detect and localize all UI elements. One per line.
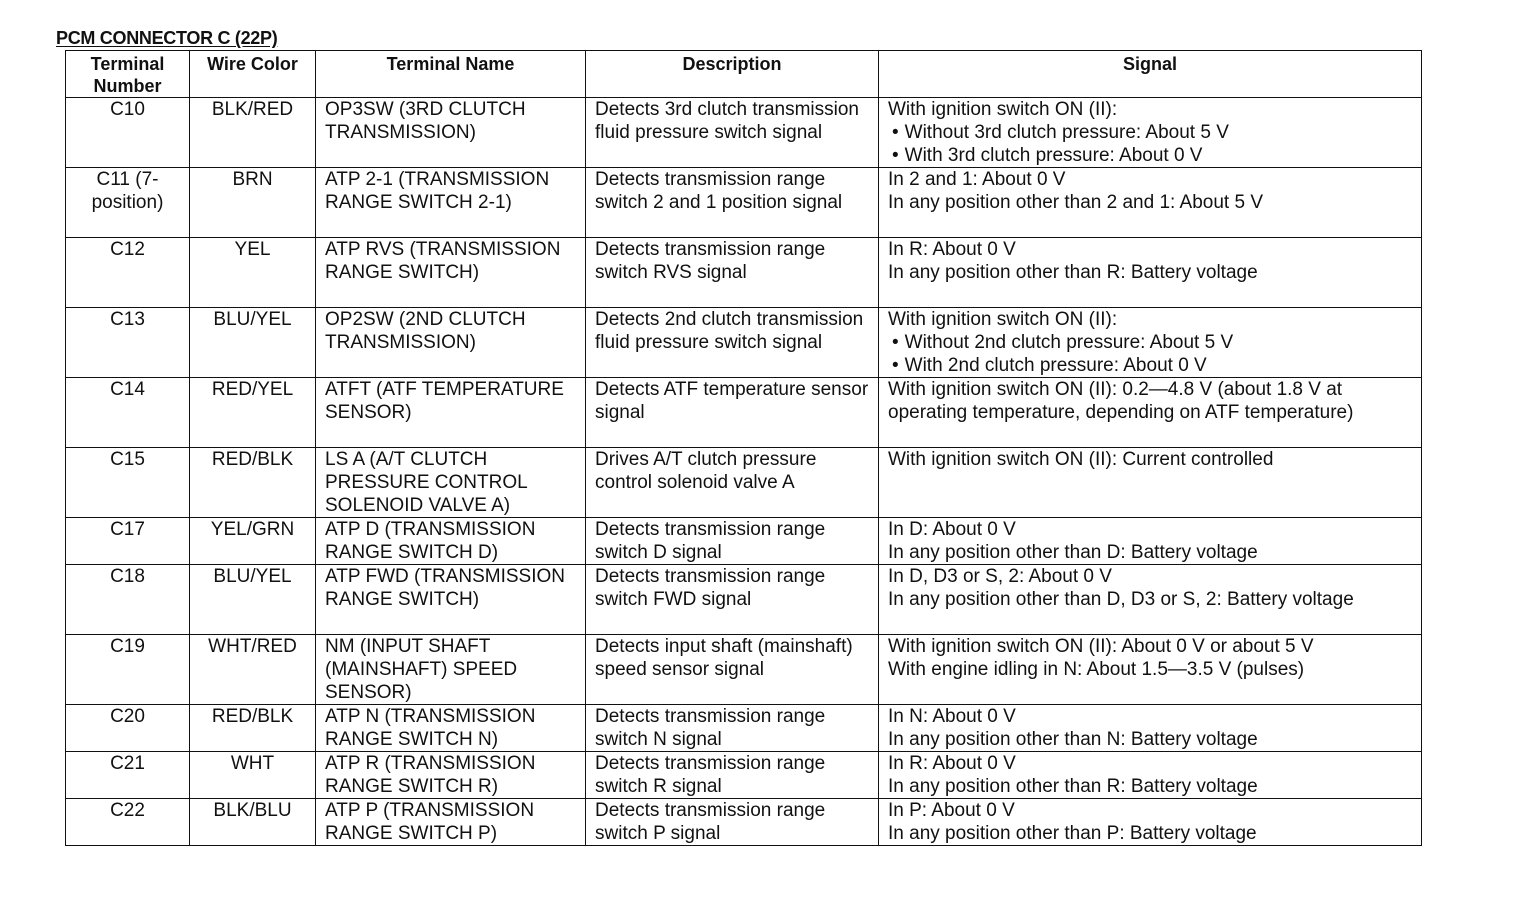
wire-color-cell: BLU/YEL xyxy=(190,565,316,635)
terminal-number-cell: C10 xyxy=(66,98,190,168)
terminal-number-cell: C14 xyxy=(66,378,190,448)
table-row xyxy=(66,98,1422,168)
terminal-name-cell: ATP R (TRANSMISSION RANGE SWITCH R) xyxy=(316,752,586,799)
description-cell: Detects 3rd clutch transmission fluid pressure switch signal xyxy=(586,98,879,168)
signal-cell xyxy=(879,448,1422,518)
table-row xyxy=(66,448,1422,518)
signal-bullet-item: • Without 3rd clutch pressure: About 5 V xyxy=(888,121,1412,144)
signal-line: In any position other than P: Battery voltage xyxy=(888,823,1257,844)
signal-line: In any position other than R: Battery voltage xyxy=(888,262,1258,283)
signal-line: With ignition switch ON (II): Current controlled xyxy=(888,449,1274,470)
signal-line: In R: About 0 V xyxy=(888,239,1016,260)
wire-color-cell: WHT xyxy=(190,752,316,799)
terminal-number-cell: C22 xyxy=(66,799,190,846)
table-row xyxy=(66,238,1422,308)
wire-color-cell: WHT/RED xyxy=(190,635,316,705)
signal-line: In any position other than N: Battery voltage xyxy=(888,729,1258,750)
terminal-name-cell: ATP RVS (TRANSMISSION RANGE SWITCH) xyxy=(316,238,586,308)
signal-cell xyxy=(879,308,1422,378)
page-title: PCM CONNECTOR C (22P) xyxy=(56,28,278,48)
pcm-connector-table xyxy=(65,50,1422,846)
table-row xyxy=(66,799,1422,846)
signal-bullet-item: • Without 2nd clutch pressure: About 5 V xyxy=(888,331,1412,354)
header-description: Description xyxy=(586,51,879,98)
description-cell: Detects ATF temperature sensor signal xyxy=(586,378,879,448)
signal-cell xyxy=(879,378,1422,448)
terminal-name-cell: NM (INPUT SHAFT (MAINSHAFT) SPEED SENSOR) xyxy=(316,635,586,705)
table-row xyxy=(66,518,1422,565)
signal-bullet-item: • With 2nd clutch pressure: About 0 V xyxy=(888,354,1412,377)
signal-line: In any position other than R: Battery voltage xyxy=(888,776,1258,797)
signal-cell xyxy=(879,168,1422,238)
signal-line: In D: About 0 V xyxy=(888,519,1016,540)
table-row xyxy=(66,705,1422,752)
terminal-name-cell: OP2SW (2ND CLUTCH TRANSMISSION) xyxy=(316,308,586,378)
signal-cell xyxy=(879,518,1422,565)
description-cell: Detects 2nd clutch transmission fluid pressure switch signal xyxy=(586,308,879,378)
signal-line: With engine idling in N: About 1.5—3.5 V (pulses) xyxy=(888,659,1305,680)
signal-line: In any position other than 2 and 1: About 5 V xyxy=(888,192,1263,213)
terminal-name-cell: ATP 2-1 (TRANSMISSION RANGE SWITCH 2-1) xyxy=(316,168,586,238)
wire-color-cell: BLU/YEL xyxy=(190,308,316,378)
table-header-row xyxy=(66,51,1422,98)
signal-line: With ignition switch ON (II): About 0 V or about 5 V xyxy=(888,636,1314,657)
wire-color-cell: BRN xyxy=(190,168,316,238)
signal-line: In any position other than D, D3 or S, 2: Battery voltage xyxy=(888,589,1354,610)
signal-line: In N: About 0 V xyxy=(888,706,1016,727)
signal-line: With ignition switch ON (II): xyxy=(888,309,1118,330)
terminal-number-cell: C19 xyxy=(66,635,190,705)
wire-color-cell: BLK/RED xyxy=(190,98,316,168)
signal-line: In 2 and 1: About 0 V xyxy=(888,169,1066,190)
signal-line: In D, D3 or S, 2: About 0 V xyxy=(888,566,1112,587)
wire-color-cell: RED/BLK xyxy=(190,448,316,518)
table-row xyxy=(66,308,1422,378)
table-row xyxy=(66,752,1422,799)
table-row xyxy=(66,168,1422,238)
signal-line: With ignition switch ON (II): 0.2—4.8 V (about 1.8 V at operating temperature, depending on ATF temperature) xyxy=(888,379,1354,423)
description-cell: Detects transmission range switch P signal xyxy=(586,799,879,846)
terminal-number-cell: C17 xyxy=(66,518,190,565)
description-cell: Detects transmission range switch RVS signal xyxy=(586,238,879,308)
signal-cell xyxy=(879,799,1422,846)
header-terminal-name: Terminal Name xyxy=(316,51,586,98)
table-row xyxy=(66,565,1422,635)
signal-cell xyxy=(879,238,1422,308)
header-wire-color: Wire Color xyxy=(190,51,316,98)
signal-cell xyxy=(879,705,1422,752)
terminal-name-cell: OP3SW (3RD CLUTCH TRANSMISSION) xyxy=(316,98,586,168)
terminal-number-cell: C18 xyxy=(66,565,190,635)
description-cell: Drives A/T clutch pressure control solenoid valve A xyxy=(586,448,879,518)
signal-line: In P: About 0 V xyxy=(888,800,1015,821)
terminal-name-cell: ATP N (TRANSMISSION RANGE SWITCH N) xyxy=(316,705,586,752)
signal-bullet-item: • With 3rd clutch pressure: About 0 V xyxy=(888,144,1412,167)
signal-line: In R: About 0 V xyxy=(888,753,1016,774)
terminal-name-cell: ATFT (ATF TEMPERATURE SENSOR) xyxy=(316,378,586,448)
signal-cell xyxy=(879,635,1422,705)
table-row xyxy=(66,635,1422,705)
description-cell: Detects transmission range switch 2 and 1 position signal xyxy=(586,168,879,238)
description-cell: Detects transmission range switch D signal xyxy=(586,518,879,565)
signal-cell xyxy=(879,565,1422,635)
terminal-number-cell: C12 xyxy=(66,238,190,308)
description-cell: Detects transmission range switch N signal xyxy=(586,705,879,752)
table-body xyxy=(66,98,1422,846)
wire-color-cell: BLK/BLU xyxy=(190,799,316,846)
header-terminal-number: Terminal Number xyxy=(66,51,190,98)
terminal-name-cell: LS A (A/T CLUTCH PRESSURE CONTROL SOLENOID VALVE A) xyxy=(316,448,586,518)
header-signal: Signal xyxy=(879,51,1422,98)
table-row xyxy=(66,378,1422,448)
signal-line: In any position other than D: Battery voltage xyxy=(888,542,1258,563)
signal-cell xyxy=(879,752,1422,799)
wire-color-cell: RED/YEL xyxy=(190,378,316,448)
description-cell: Detects transmission range switch FWD signal xyxy=(586,565,879,635)
wire-color-cell: YEL xyxy=(190,238,316,308)
terminal-number-cell: C13 xyxy=(66,308,190,378)
description-cell: Detects input shaft (mainshaft) speed sensor signal xyxy=(586,635,879,705)
wire-color-cell: YEL/GRN xyxy=(190,518,316,565)
terminal-name-cell: ATP P (TRANSMISSION RANGE SWITCH P) xyxy=(316,799,586,846)
wire-color-cell: RED/BLK xyxy=(190,705,316,752)
terminal-number-cell: C21 xyxy=(66,752,190,799)
signal-cell xyxy=(879,98,1422,168)
signal-line: With ignition switch ON (II): xyxy=(888,99,1118,120)
terminal-number-cell: C15 xyxy=(66,448,190,518)
terminal-number-cell: C11 (7- position) xyxy=(66,168,190,238)
terminal-name-cell: ATP D (TRANSMISSION RANGE SWITCH D) xyxy=(316,518,586,565)
terminal-number-cell: C20 xyxy=(66,705,190,752)
description-cell: Detects transmission range switch R signal xyxy=(586,752,879,799)
terminal-name-cell: ATP FWD (TRANSMISSION RANGE SWITCH) xyxy=(316,565,586,635)
